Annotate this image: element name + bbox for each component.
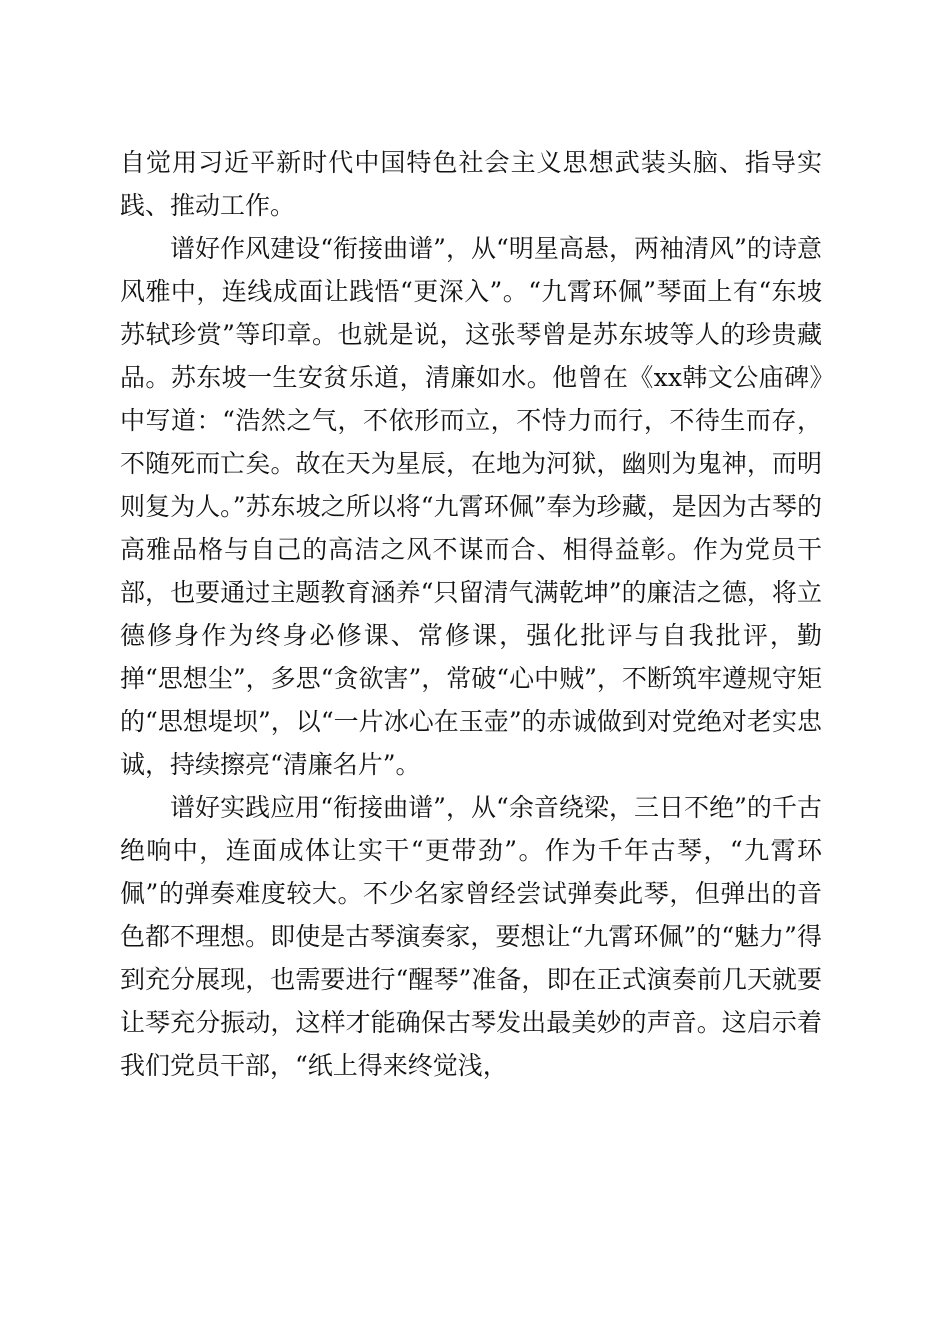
paragraph-1: 自觉用习近平新时代中国特色社会主义思想武装头脑、指导实践、推动工作。 — [120, 148, 822, 220]
body-text — [120, 141, 822, 1087]
paragraph-2: 谱好作风建设“衔接曲谱”，从“明星高悬，两袖清风”的诗意风雅中，连线成面让践悟“更深入”。“九霄环佩”琴面上有“东坡苏轼珍赏”等印章。也就是说，这张琴曾是苏东坡等人的珍贵藏品。苏东坡一生安贫乐道，清廉如水。他曾在《xx韩文公庙碑》中写道：“浩然之气，不依形而立，不恃力而行，不待生而存，不随死而亡矣。故在天为星辰，在地为河狱，幽则为鬼神，而明则复为人。”苏东坡之所以将“九霄环佩”奉为珍藏，是因为古琴的高雅品格与自己的高洁之风不谋而合、相得益彰。作为党员干部，也要通过主题教育涵养“只留清气满乾坤”的廉洁之德，将立德修身作为终身必修课、常修课，强化批评与自我批评，勤掸“思想尘”，多思“贪欲害”，常破“心中贼”，不断筑牢遵规守矩的“思想堤坝”，以“一片冰心在玉壶”的赤诚做到对党绝对老实忠诚，持续擦亮“清廉名片”。 — [120, 234, 822, 779]
paragraph-3: 谱好实践应用“衔接曲谱”，从“余音绕梁，三日不绝”的千古绝响中，连面成体让实干“更带劲”。作为千年古琴，“九霄环佩”的弹奏难度较大。不少名家曾经尝试弹奏此琴，但弹出的音色都不理想。即使是古琴演奏家，要想让“九霄环佩”的“魅力”得到充分展现，也需要进行“醒琴”准备，即在正式演奏前几天就要让琴充分振动，这样才能确保古琴发出最美妙的声音。这启示着我们党员干部，“纸上得来终觉浅， — [120, 793, 822, 1080]
